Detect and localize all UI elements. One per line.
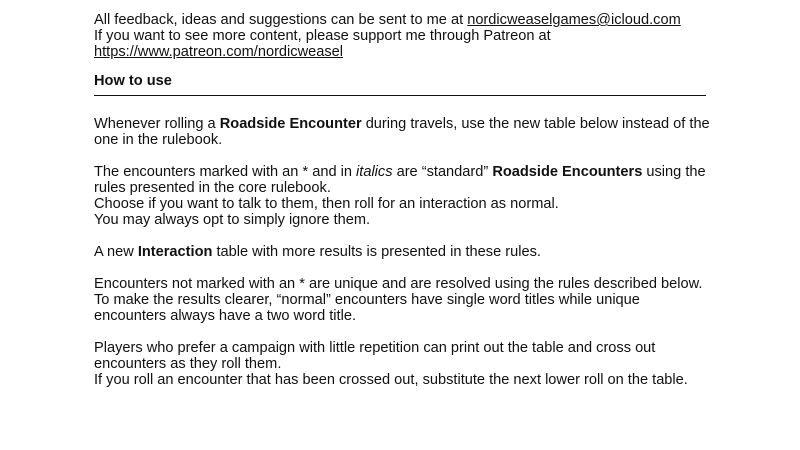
paragraph-5-line-3: If you roll an encounter that has been crossed out, substitute the next lower roll on the table. [94,372,688,388]
document-page [94,12,710,388]
paragraph-1-line-2: one in the rulebook. [94,132,223,148]
feedback-line [94,12,710,28]
email-link[interactable]: nordicweaselgames@icloud.com [467,12,681,28]
paragraph-gap [94,228,710,244]
text-run: are “standard” [392,164,493,180]
text-run: The encounters marked with an * and in [94,164,357,180]
patreon-link[interactable]: https://www.patreon.com/nordicweasel [94,44,344,60]
paragraph-4-line-3: encounters always have a two word title. [94,308,357,324]
paragraph-gap [94,148,710,164]
paragraph-gap [94,260,710,276]
heading-spacer [94,96,710,116]
feedback-text: All feedback, ideas and suggestions can be sent to me at [94,12,468,28]
bold-term: Roadside Encounter [219,116,362,132]
paragraph-4-line-1: Encounters not marked with an * are unique and are resolved using the rules described below. [94,276,703,292]
text-run: A new [94,244,138,260]
paragraph-5-line-1: Players who prefer a campaign with little repetition can print out the table and cross out [94,340,656,356]
paragraph-3-line-1 [94,244,710,260]
text-run: using the [642,164,706,180]
paragraph-2-line-2: rules presented in the core rulebook. [94,180,331,196]
paragraph-2-line-1 [94,164,710,180]
paragraph-5-line-2: encounters as they roll them. [94,356,282,372]
paragraph-gap [94,324,710,340]
support-line: If you want to see more content, please support me through Patreon at [94,28,551,44]
paragraph-4-line-2: To make the results clearer, “normal” encounters have single word titles while unique [94,292,640,308]
paragraph-1-line-1 [94,116,710,132]
patreon-line [94,44,710,60]
text-run: table with more results is presented in these rules. [212,244,541,260]
bold-term: Interaction [137,244,213,260]
paragraph-2-line-4: You may always opt to simply ignore them. [94,212,371,228]
section-heading: How to use [94,73,706,96]
paragraph-2-line-3: Choose if you want to talk to them, then roll for an interaction as normal. [94,196,559,212]
italic-term: italics [356,164,393,180]
text-run: Whenever rolling a [94,116,220,132]
bold-term: Roadside Encounters [492,164,643,180]
text-run: during travels, use the new table below instead of the [361,116,710,132]
